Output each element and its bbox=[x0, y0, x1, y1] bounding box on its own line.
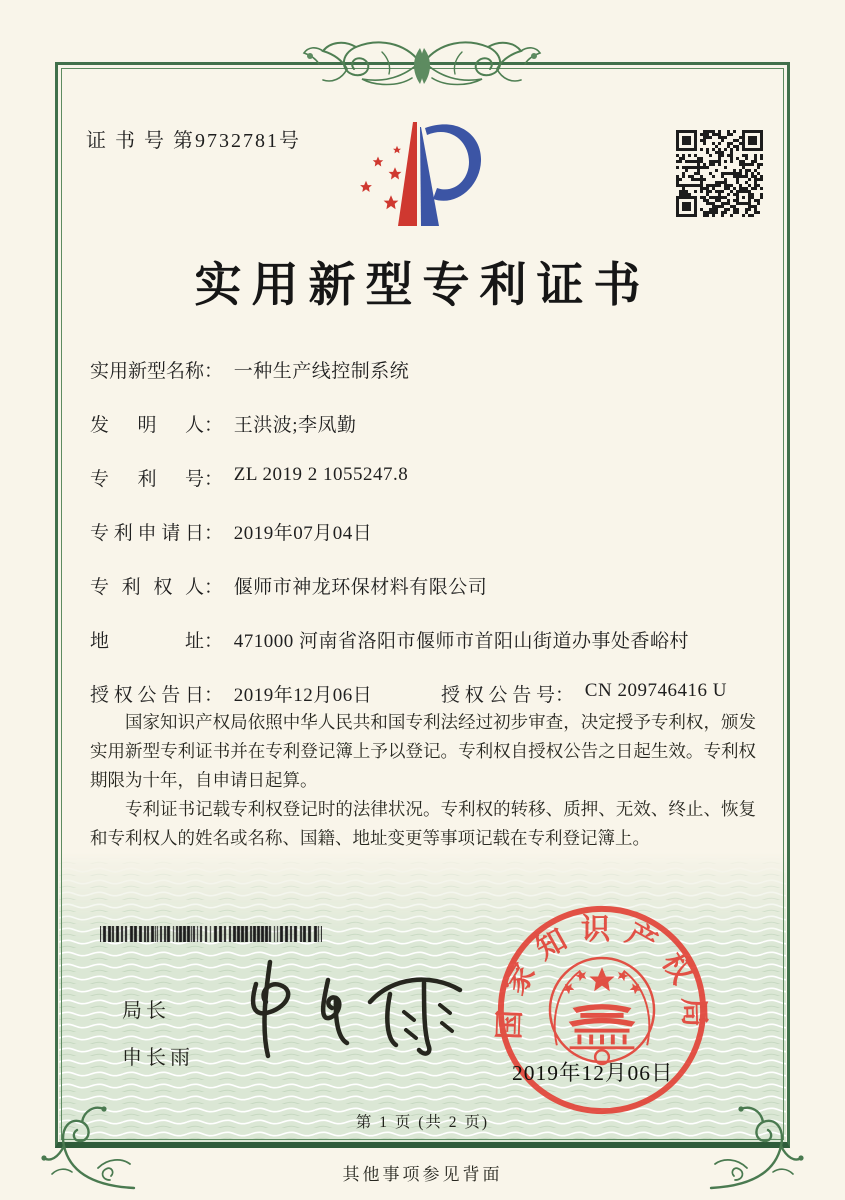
field-colon: ： bbox=[204, 469, 224, 490]
director-title: 局长 bbox=[122, 1000, 170, 1022]
field-colon: ： bbox=[204, 685, 224, 706]
field-value: 2019年12月06日 bbox=[233, 685, 373, 706]
back-side-note: 其他事项参见背面 bbox=[342, 1165, 503, 1184]
field-value: CN 209746416 U bbox=[584, 680, 727, 701]
cnipa-patent-logo-icon bbox=[353, 114, 485, 232]
director-name: 申长雨 bbox=[122, 1047, 194, 1069]
legal-paragraph-2: 专利证书记载专利权登记时的法律状况。专利权的转移、质押、无效、终止、恢复和专利权人的姓名或名称、国籍、地址变更等事项记载在专利登记簿上。 bbox=[90, 799, 756, 848]
field-value: ZL 2019 2 1055247.8 bbox=[233, 464, 409, 485]
certificate-number: 证 书 号 第9732781号 bbox=[86, 130, 301, 152]
field-label: 授权公告日 bbox=[90, 685, 204, 706]
field-colon: ： bbox=[204, 631, 224, 652]
field-value: 一种生产线控制系统 bbox=[233, 361, 410, 382]
field-value: 偃师市神龙环保材料有限公司 bbox=[233, 577, 488, 598]
field-row-inventor bbox=[90, 410, 760, 443]
field-colon: ： bbox=[204, 577, 224, 598]
field-value: 王洪波;李凤勤 bbox=[233, 415, 357, 436]
seal-agency-text: 国家知识产权局 bbox=[494, 914, 710, 1041]
field-value: 471000 河南省洛阳市偃师市首阳山街道办事处香峪村 bbox=[233, 631, 690, 652]
qr-code bbox=[676, 130, 763, 217]
field-row-address bbox=[90, 626, 760, 659]
grant-number-pair bbox=[441, 680, 727, 707]
seal-date: 2019年12月06日 bbox=[512, 1061, 674, 1085]
field-label: 专利号 bbox=[90, 469, 204, 490]
field-row-name bbox=[90, 356, 760, 389]
field-label: 专利权人 bbox=[90, 577, 204, 598]
field-colon: ： bbox=[204, 361, 224, 382]
field-label: 发明人 bbox=[90, 415, 204, 436]
field-colon: ： bbox=[204, 523, 224, 544]
top-border-ornament-icon bbox=[292, 32, 552, 92]
certificate-title: 实用新型专利证书 bbox=[194, 260, 651, 312]
page-number: 第 1 页 (共 2 页) bbox=[355, 1114, 490, 1131]
field-colon: ： bbox=[555, 685, 575, 706]
field-row-patentee bbox=[90, 572, 760, 605]
barcode bbox=[100, 926, 322, 942]
legal-paragraph-1: 国家知识产权局依照中华人民共和国专利法经过初步审查，决定授予专利权，颁发实用新型专利证书并在专利登记簿上予以登记。专利权自授权公告之日起生效。专利权期限为十年，自申请日起算。 bbox=[90, 712, 756, 790]
field-colon: ： bbox=[204, 415, 224, 436]
field-label: 实用新型名称 bbox=[90, 361, 205, 382]
director-signature-icon bbox=[232, 950, 472, 1068]
signer-block bbox=[122, 994, 194, 1088]
certificate-fields bbox=[90, 356, 760, 734]
field-label: 授权公告号 bbox=[441, 685, 556, 706]
field-label: 专利申请日 bbox=[90, 523, 204, 544]
field-row-filing-date bbox=[90, 518, 760, 551]
legal-text bbox=[90, 708, 756, 853]
field-row-patent-no bbox=[90, 464, 760, 497]
field-label: 地址 bbox=[90, 631, 204, 652]
field-value: 2019年07月04日 bbox=[233, 523, 373, 544]
